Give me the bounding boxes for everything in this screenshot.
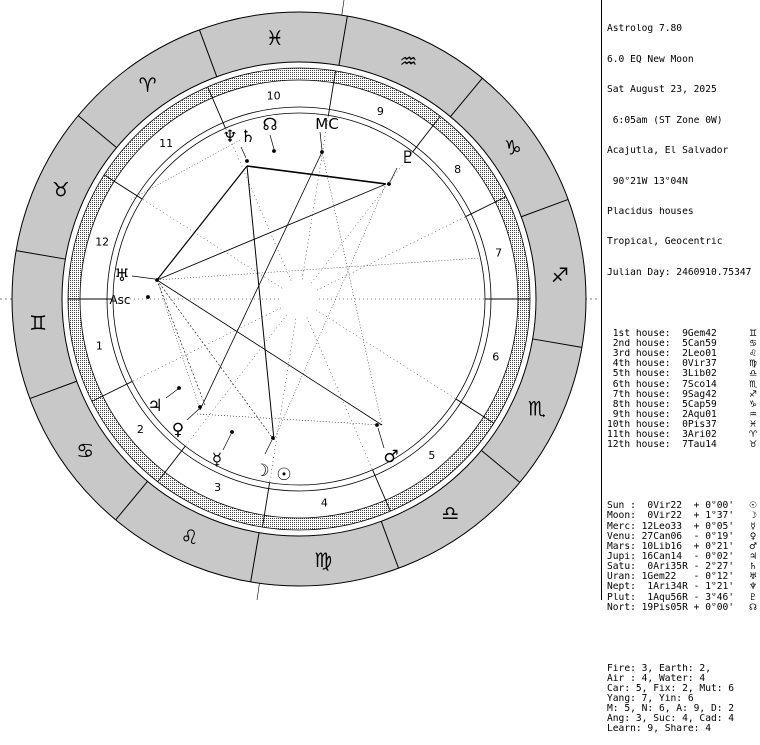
house-row-glyph-icon: ♌ <box>748 349 758 360</box>
sign-glyph-icon: ♋ <box>76 438 95 463</box>
house-number: 9 <box>376 104 384 118</box>
aspect-circle <box>113 113 485 485</box>
planet-row-text: Sun : 0Vir22 + 0°00' <box>607 501 735 512</box>
neptune-icon: ♆ <box>222 127 238 147</box>
summary-line: Car: 5, Fix: 2, Mut: 6 <box>607 683 735 694</box>
planet-row-glyph-icon: ♀ <box>749 531 757 542</box>
planet-row-text: Uran: 1Gem22 - 0°12' <box>607 572 735 583</box>
planet-row <box>607 582 760 592</box>
sign-glyph-icon: ♌ <box>180 525 199 550</box>
planet-row-glyph-icon: ♄ <box>748 562 758 573</box>
house-row <box>607 339 760 349</box>
planet-position-list <box>607 501 760 613</box>
house-number: 7 <box>495 246 503 260</box>
planet-row-text: Jupi: 16Can14 - 0°02' <box>607 552 735 562</box>
house-number: 6 <box>492 350 500 364</box>
chart-time: 6:05am (ST Zone 0W) <box>607 115 723 126</box>
saturn-icon: ♄ <box>240 127 256 147</box>
summary-line: M: 5, N: 6, A: 9, D: 2 <box>607 704 735 715</box>
node-icon: ☊ <box>262 115 278 135</box>
sign-glyph-icon: ♐ <box>550 262 569 287</box>
planet-row-text: Nort: 19Pis05R + 0°00' <box>607 602 735 613</box>
house-row-text: 1st house: 9Gem42 <box>607 328 717 339</box>
house-system: Placidus houses <box>607 207 694 218</box>
house-number: 3 <box>214 481 222 495</box>
element-summary <box>607 664 760 735</box>
house-row <box>607 440 760 450</box>
chart-date: Sat August 23, 2025 <box>607 85 717 96</box>
house-row-text: 6th house: 7Sco14 <box>607 379 717 390</box>
planet-row <box>607 532 760 542</box>
planet-row-glyph-icon: ♃ <box>748 552 758 562</box>
house-number: 5 <box>428 449 436 463</box>
sign-glyph-icon: ♎ <box>441 500 460 525</box>
house-row <box>607 359 760 369</box>
sign-glyph-icon: ♊ <box>29 311 48 336</box>
house-row-glyph-icon: ♎ <box>748 369 758 380</box>
house-row-text: 7th house: 9Sag42 <box>607 389 717 400</box>
sign-glyph-icon: ♈ <box>138 73 157 98</box>
venus-icon: ♀ <box>171 420 185 440</box>
summary-line: Air : 4, Water: 4 <box>607 673 706 684</box>
planet-row <box>607 593 760 603</box>
house-cusp-list <box>607 329 760 451</box>
sun-icon: ☉ <box>276 465 292 485</box>
pluto-icon: ♇ <box>400 148 416 168</box>
sign-glyph-icon: ♑ <box>503 135 522 160</box>
chart-coords: 90°21W 13°04N <box>607 176 688 187</box>
sign-glyph-icon: ♍ <box>314 547 333 572</box>
house-row-text: 5th house: 3Lib02 <box>607 369 717 380</box>
house-number: 8 <box>454 163 462 177</box>
planet-row <box>607 603 760 613</box>
planet-row-glyph-icon: ☿ <box>750 521 756 532</box>
house-number: 11 <box>159 136 174 150</box>
info-panel <box>601 0 760 735</box>
jupiter-icon: ♃ <box>147 396 163 416</box>
ascendant-label: Asc <box>109 293 131 307</box>
summary-line: Ang: 3, Suc: 4, Cad: 4 <box>607 714 735 725</box>
planet-row-glyph-icon: ☽ <box>748 511 758 522</box>
planet-row-text: Venu: 27Can06 - 0°19' <box>607 531 735 542</box>
house-row-glyph-icon: ♈ <box>748 430 758 441</box>
planet-row-text: Nept: 1Ari34R - 1°21' <box>607 582 735 593</box>
sign-glyph-icon: ♓ <box>265 26 284 51</box>
house-row-glyph-icon: ♓ <box>748 420 758 431</box>
house-row-glyph-icon: ♋ <box>748 338 758 349</box>
house-row-text: 12th house: 7Tau14 <box>607 440 717 451</box>
house-number: 10 <box>266 89 281 103</box>
program-title: Astrolog 7.80 <box>607 24 683 35</box>
house-row <box>607 390 760 400</box>
chart-place: Acajutla, El Salvador <box>607 146 729 157</box>
summary-line: Fire: 3, Earth: 2, <box>607 663 711 674</box>
sign-glyph-icon: ♏ <box>528 396 546 421</box>
house-row-glyph-icon: ♐ <box>748 389 758 400</box>
planet-row <box>607 522 760 532</box>
sign-glyph-icon: ♉ <box>52 177 70 202</box>
planet-row-text: Moon: 0Vir22 + 1°37' <box>607 511 735 522</box>
chart-name: 6.0 EQ New Moon <box>607 54 694 65</box>
planet-row-text: Mars: 10Lib16 + 0°21' <box>607 541 735 552</box>
house-row <box>607 380 760 390</box>
house-row-glyph-icon: ♑ <box>748 399 758 410</box>
house-row-glyph-icon: ♍ <box>748 359 758 370</box>
house-row-text: 10th house: 0Pis37 <box>607 420 717 431</box>
house-row-text: 2nd house: 5Can59 <box>607 338 717 349</box>
house-number: 2 <box>136 422 144 436</box>
summary-line: Yang: 7, Yin: 6 <box>607 694 694 705</box>
house-row-glyph-icon: ♒ <box>748 409 758 420</box>
planet-row <box>607 542 760 552</box>
house-row-text: 4th house: 0Vir37 <box>607 359 717 370</box>
planet-row-text: Satu: 0Ari35R - 2°27' <box>607 562 735 573</box>
house-row <box>607 420 760 430</box>
planet-row <box>607 501 760 511</box>
house-row <box>607 349 760 359</box>
house-row-text: 9th house: 2Aqu01 <box>607 409 717 420</box>
midheaven-label: MC <box>315 115 339 133</box>
house-row-text: 11th house: 3Ari02 <box>607 430 717 441</box>
sign-glyph-icon: ♒ <box>399 48 418 73</box>
planet-row-glyph-icon: ♅ <box>748 572 758 583</box>
house-row <box>607 400 760 410</box>
house-row <box>607 369 760 379</box>
house-number: 12 <box>95 235 110 249</box>
planet-row-glyph-icon: ♂ <box>748 541 758 552</box>
planet-row-glyph-icon: ♇ <box>748 592 758 603</box>
house-row-glyph-icon: ♉ <box>748 440 758 451</box>
house-number: 1 <box>95 339 103 353</box>
house-row-text: 3rd house: 2Leo01 <box>607 349 717 360</box>
house-row-glyph-icon: ♏ <box>748 379 758 390</box>
planet-row-text: Merc: 12Leo33 + 0°05' <box>607 521 735 532</box>
zodiac-type: Tropical, Geocentric <box>607 237 723 248</box>
summary-line: Learn: 9, Share: 4 <box>607 724 711 735</box>
planet-row <box>607 562 760 572</box>
julian-day: Julian Day: 2460910.75347 <box>607 267 752 278</box>
planet-row-glyph-icon: ☉ <box>748 501 758 512</box>
mercury-icon: ☿ <box>211 450 223 470</box>
planet-row-text: Plut: 1Aqu56R - 3°46' <box>607 592 735 603</box>
house-row <box>607 410 760 420</box>
planet-row-glyph-icon: ♆ <box>748 582 758 593</box>
house-row <box>607 430 760 440</box>
house-row-glyph-icon: ♊ <box>748 328 758 339</box>
planet-row-glyph-icon: ☊ <box>749 602 757 613</box>
moon-icon: ☽ <box>254 461 270 481</box>
house-row-text: 8th house: 5Cap59 <box>607 399 717 410</box>
house-row <box>607 329 760 339</box>
planet-row <box>607 511 760 521</box>
planet-row <box>607 572 760 582</box>
planet-row <box>607 552 760 562</box>
uranus-icon: ♅ <box>114 266 130 286</box>
house-number: 4 <box>320 496 328 510</box>
mars-icon: ♂ <box>383 447 399 467</box>
